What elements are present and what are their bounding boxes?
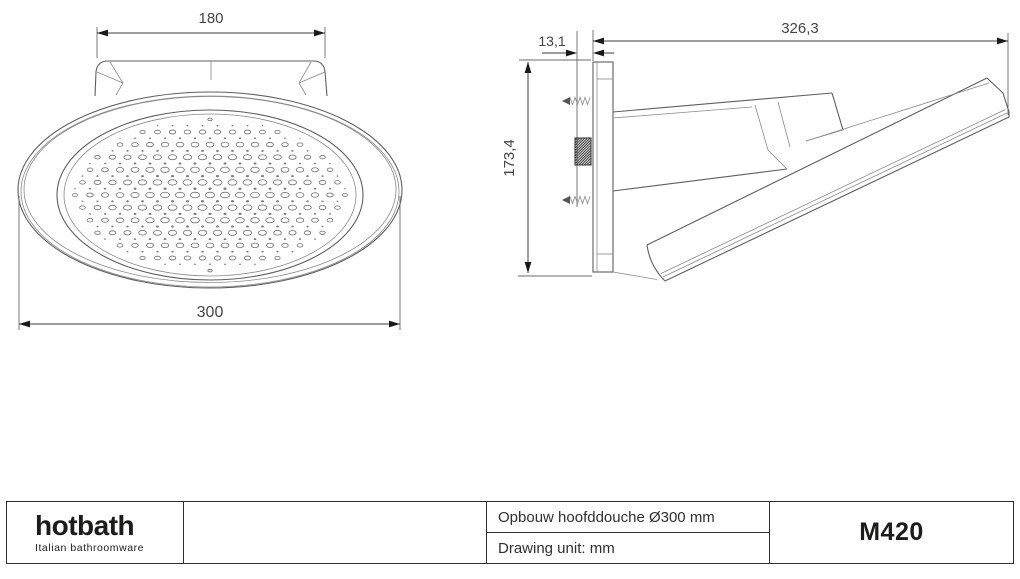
title-block-empty-cell bbox=[183, 502, 486, 563]
dimension-label: 326,3 bbox=[781, 20, 819, 37]
shower-head-side bbox=[613, 78, 1009, 281]
model-number: M420 bbox=[769, 502, 1013, 563]
drawing-unit: Drawing unit: mm bbox=[498, 539, 615, 557]
dimension-arrow-left bbox=[19, 321, 30, 328]
mounting-bracket bbox=[95, 61, 327, 96]
dimension-arrow-left bbox=[97, 30, 108, 37]
dimension-arrow-left bbox=[593, 38, 604, 45]
dimension-arrow-right bbox=[593, 50, 604, 57]
dimension-total-length bbox=[593, 20, 1008, 115]
dimension-arrow-right bbox=[389, 321, 400, 328]
brand-tagline: Italian bathroomware bbox=[35, 541, 145, 554]
product-description: Opbouw hoofddouche Ø300 mm bbox=[487, 502, 769, 533]
dimension-label: 180 bbox=[198, 10, 224, 27]
shower-head-disc bbox=[18, 92, 402, 288]
dimension-arrow-left bbox=[566, 50, 577, 57]
front-view bbox=[18, 10, 402, 330]
dimension-plate-depth bbox=[538, 31, 614, 207]
dimension-arrow-right bbox=[314, 30, 325, 37]
dimension-label: 13,1 bbox=[538, 33, 566, 49]
dimension-label: 173,4 bbox=[501, 139, 518, 177]
shower-arm bbox=[613, 93, 843, 191]
mounting-screw-bottom bbox=[562, 196, 590, 204]
dimension-arrow-bottom bbox=[525, 262, 532, 273]
mounting-screw-top bbox=[562, 97, 590, 105]
wall-anchor bbox=[545, 138, 621, 165]
dimension-bracket-width bbox=[97, 10, 325, 58]
side-view bbox=[501, 20, 1009, 281]
title-block-info-cell bbox=[486, 502, 769, 563]
dimension-arrow-top bbox=[525, 62, 532, 73]
wall-plate bbox=[593, 62, 613, 272]
title-block bbox=[6, 501, 1014, 564]
dimension-arrow-right bbox=[997, 38, 1008, 45]
dimension-label: 300 bbox=[196, 304, 224, 321]
dimension-plate-height bbox=[501, 60, 592, 276]
brand-cell bbox=[7, 502, 183, 563]
brand-logo: hotbath bbox=[35, 509, 135, 541]
